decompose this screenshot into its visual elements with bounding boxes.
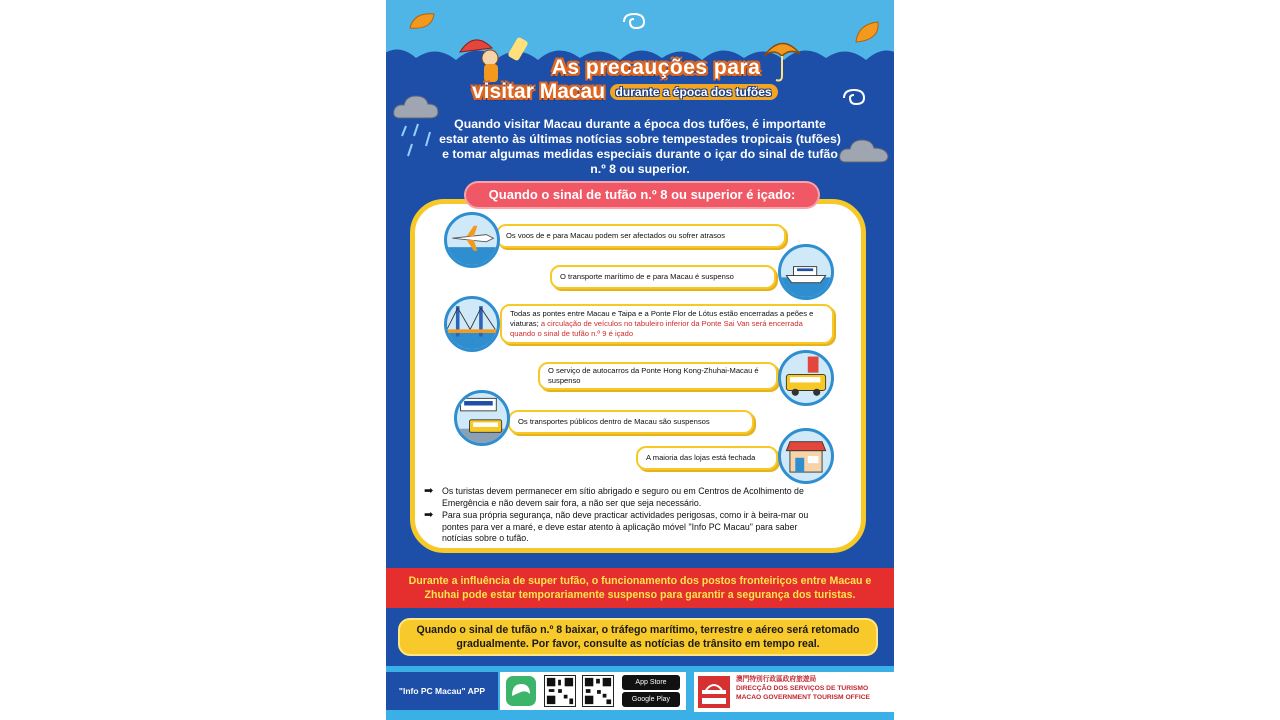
wind-swirl-icon: [620, 10, 648, 34]
typhoon-poster: [386, 0, 894, 720]
item-flights: [496, 224, 786, 248]
qr-code-icon[interactable]: [544, 675, 576, 707]
info-pc-app-icon[interactable]: [506, 676, 536, 706]
mgto-name: 澳門特別行政區政府旅遊局 DIRECÇÃO DOS SERVIÇOS DE TURISMO MACAO GOVERNMENT TOURISM OFFICE: [736, 676, 870, 701]
note-shelter: ➡ Os turistas devem permanecer em sítio abrigado e seguro ou em Centros de Acolhimento de Emergência e não devem sair fora, a não ser que seja necessário.: [424, 485, 804, 508]
public-transport-icon: [454, 390, 510, 446]
title-sub: durante a época dos tufões: [610, 84, 778, 100]
item-hzm-bus: [538, 362, 778, 390]
google-play-button[interactable]: Google Play: [622, 692, 680, 707]
shop-icon: [778, 428, 834, 484]
intro-text: Quando visitar Macau durante a época dos tufões, é importante estar atento às últimas notícias sobre tempestades tropicais (tufões) e tomar algumas medidas especiais durante o içar do sinal de tufão n.º 8 ou superior.: [439, 117, 841, 176]
ferry-icon: [778, 244, 834, 300]
item-hzm-bus-text: O serviço de autocarros da Ponte Hong Kong-Zhuhai-Macau é suspenso: [548, 366, 759, 385]
arrow-icon: ➡: [424, 509, 434, 521]
item-bridges-red-text: a circulação de veículos no tabuleiro inferior da Ponte Sai Van será encerrada quando o sinal de tufão n.º 9 é içado: [510, 319, 803, 338]
title-main: visitar Macau: [472, 80, 606, 103]
title-line1: As precauções para: [551, 56, 761, 79]
item-ferry-text: O transporte marítimo de e para Macau é suspenso: [560, 272, 734, 281]
app-download-block: [500, 672, 686, 710]
item-flights-text: Os voos de e para Macau podem ser afectados ou sofrer atrasos: [506, 231, 726, 240]
item-public-transport: [508, 410, 754, 434]
section-header: Quando o sinal de tufão n.º 8 ou superior é içado:: [466, 183, 818, 207]
item-ferry: [550, 265, 776, 289]
item-bridges: [500, 304, 834, 344]
poster-title: [466, 56, 846, 106]
item-bridges-text: Todas as pontes entre Macau e Taipa e a Ponte Flor de Lótus estão encerradas a peões e viaturas; a circulação de veículos no tabuleiro inferior da Ponte Sai Van será encerrada quando o sinal de tufão n.º 9 é içado: [510, 309, 814, 338]
bridge-icon: [444, 296, 500, 352]
resumption-notice: Quando o sinal de tufão n.º 8 baixar, o tráfego marítimo, terrestre e aéreo será retomado gradualmente. Por favor, consulte as notícias de trânsito em tempo real.: [398, 618, 878, 656]
note-safety: ➡ Para sua própria segurança, não deve practicar actividades perigosas, como ir à beira-mar ou pontes para ver a maré, e deve estar atento à aplicação móvel "Info PC Macau" para saber notícias sobre o tufão.: [424, 509, 809, 543]
cloud-icon-right: [838, 136, 890, 166]
app-label: "Info PC Macau" APP: [386, 672, 498, 710]
bus-icon: [778, 350, 834, 406]
leaf-icon-right: [854, 20, 882, 46]
safety-notes: [424, 486, 816, 546]
rain-icon: [398, 122, 438, 162]
item-public-transport-text: Os transportes públicos dentro de Macau são suspensos: [518, 417, 710, 426]
app-store-button[interactable]: App Store: [622, 675, 680, 690]
mgto-logo-icon: [698, 676, 730, 708]
leaf-icon: [408, 10, 438, 34]
qr-code-icon-2[interactable]: [582, 675, 614, 707]
title-line2: [472, 80, 778, 104]
item-shops-text: A maioria das lojas está fechada: [646, 453, 756, 462]
item-shops: [636, 446, 778, 470]
cloud-icon: [392, 92, 440, 122]
footer: [386, 666, 894, 720]
arrow-icon: ➡: [424, 485, 434, 497]
airplane-icon: [444, 212, 500, 268]
mgto-block: [694, 672, 894, 712]
super-typhoon-notice: Durante a influência de super tufão, o funcionamento dos postos fronteiriços entre Macau e Zhuhai pode estar temporariamente suspenso para garantir a segurança dos turistas.: [386, 568, 894, 608]
